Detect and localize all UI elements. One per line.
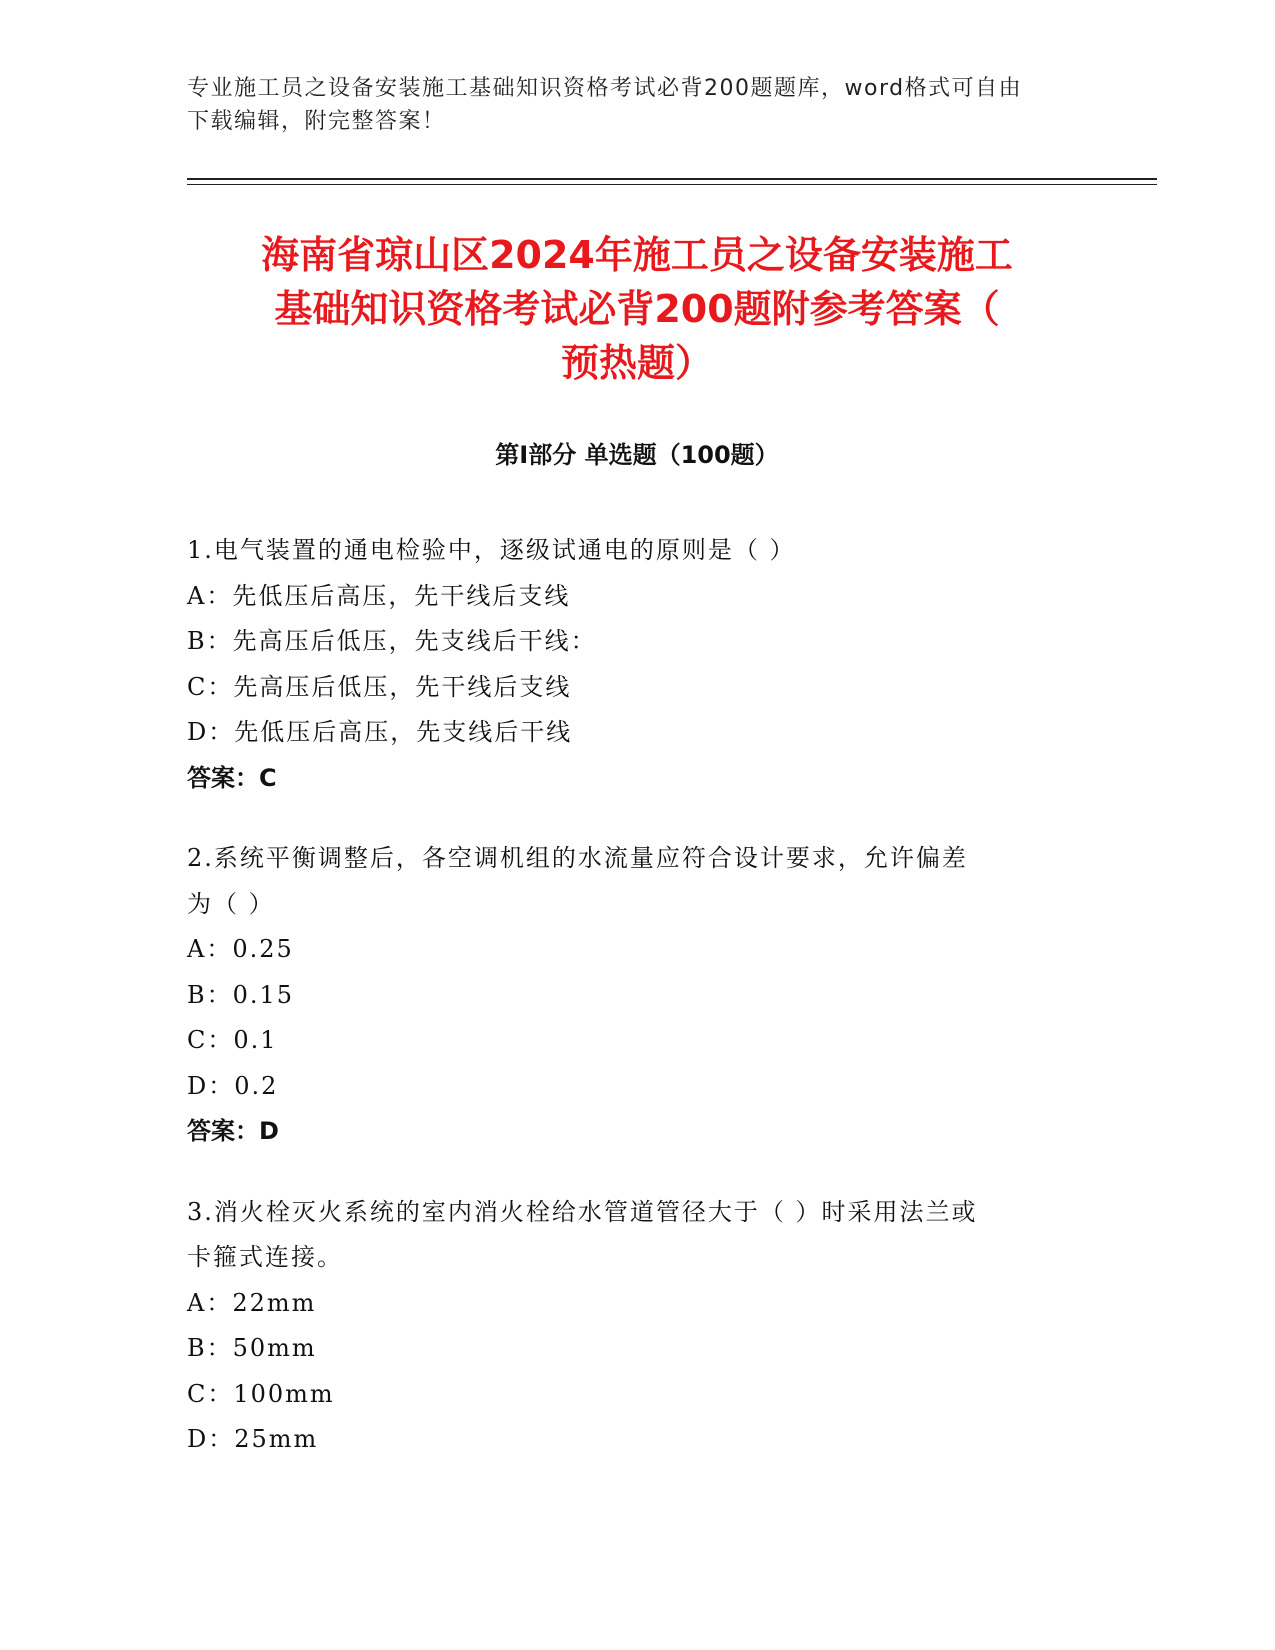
option-b: B：先高压后低压，先支线后干线：	[187, 627, 597, 655]
title-line-1: 海南省琼山区2024年施工员之设备安装施工	[261, 233, 1013, 277]
option-c: C：先高压后低压，先干线后支线	[187, 672, 572, 701]
option-a: A：先低压后高压，先干线后支线	[187, 581, 571, 610]
option-c: C：100mm	[187, 1379, 335, 1408]
question-list	[187, 528, 1067, 1498]
header-note-line-1: 专业施工员之设备安装施工基础知识资格考试必背200题题库，word格式可自由	[187, 76, 1023, 101]
header-note-line-2: 下载编辑，附完整答案！	[187, 109, 446, 134]
question-2	[187, 836, 1067, 1155]
question-stem: 1.电气装置的通电检验中，逐级试通电的原则是（ ）	[187, 536, 796, 564]
answer-label: 答案：C	[187, 763, 277, 792]
answer-label: 答案：D	[187, 1117, 279, 1145]
title-line-2: 基础知识资格考试必背200题附参考答案（	[274, 287, 1000, 331]
option-a: A：0.25	[187, 935, 294, 963]
option-b: B：0.15	[187, 980, 295, 1009]
section-heading: 第Ⅰ部分 单选题（100题）	[495, 441, 779, 469]
option-c: C：0.1	[187, 1026, 278, 1054]
title-line-3: 预热题）	[560, 341, 713, 385]
question-1	[187, 528, 1067, 801]
question-stem-continued: 为（ ）	[187, 889, 275, 918]
question-stem: 2.系统平衡调整后，各空调机组的水流量应符合设计要求，允许偏差	[187, 844, 968, 872]
header-note	[187, 72, 1067, 138]
header-divider-thin	[187, 184, 1157, 185]
question-stem-continued: 卡箍式连接。	[187, 1243, 343, 1271]
question-3	[187, 1190, 1067, 1463]
option-d: D：0.2	[187, 1071, 279, 1100]
document-title	[187, 228, 1087, 390]
question-stem: 3.消火栓灭火系统的室内消火栓给水管道管径大于（ ）时采用法兰或	[187, 1197, 978, 1226]
option-d: D：先低压后高压，先支线后干线	[187, 718, 573, 746]
header-divider-thick	[187, 178, 1157, 180]
option-a: A：22mm	[187, 1288, 317, 1317]
option-b: B：50mm	[187, 1334, 317, 1362]
option-d: D：25mm	[187, 1425, 319, 1453]
